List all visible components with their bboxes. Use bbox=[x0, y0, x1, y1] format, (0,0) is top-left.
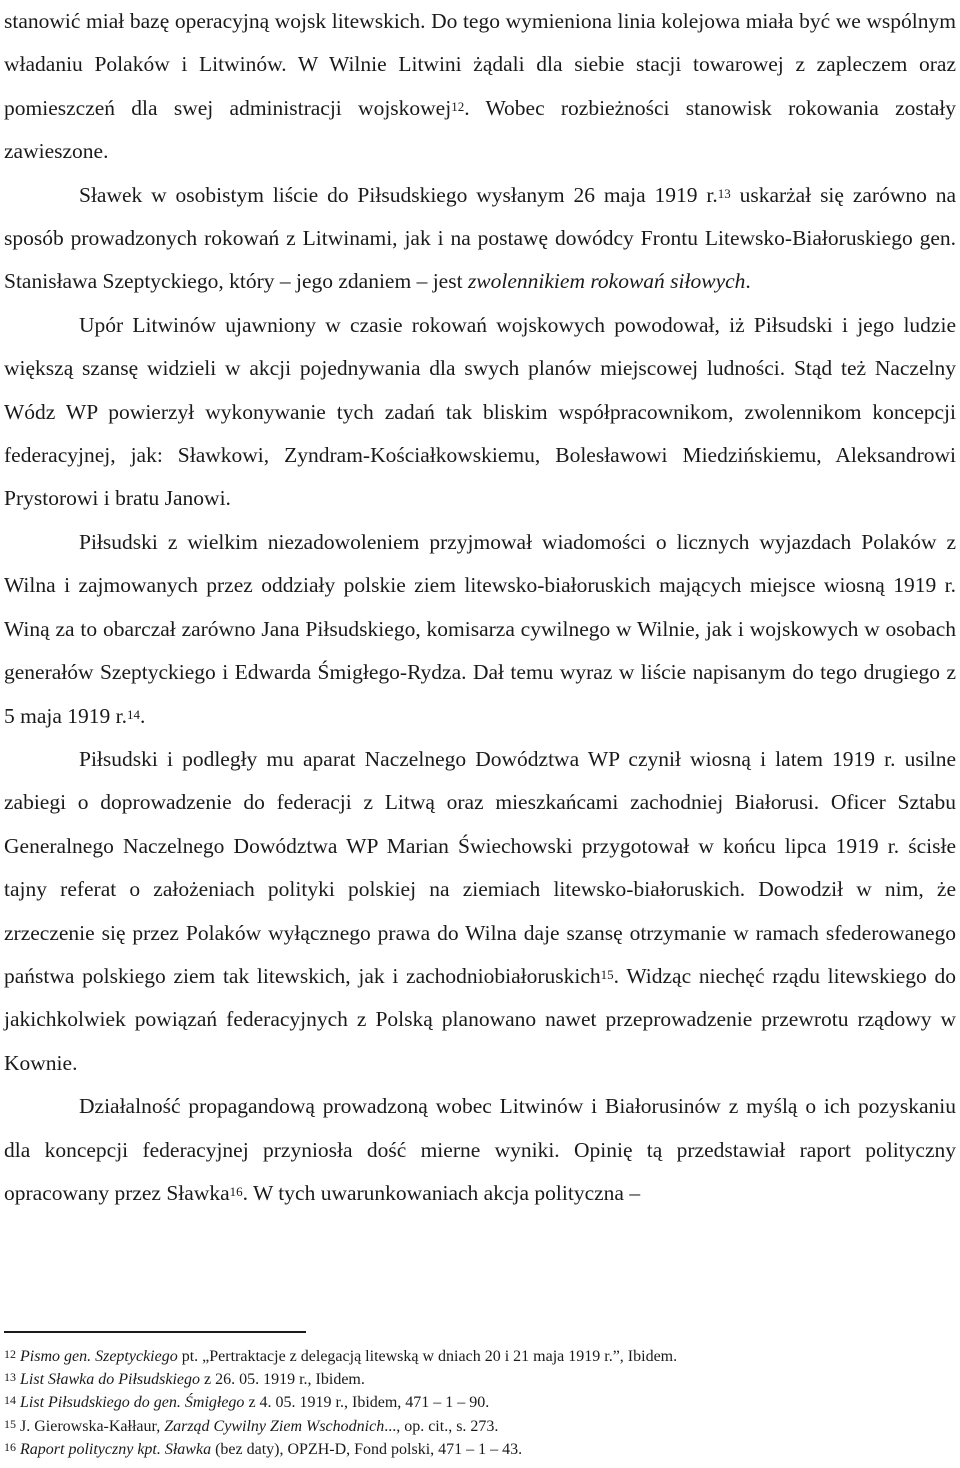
footnote-ref: 15 bbox=[600, 966, 614, 982]
footnote-title: List Piłsudskiego do gen. Śmigłego bbox=[20, 1394, 245, 1412]
footnote-separator bbox=[4, 1331, 306, 1333]
footnote-number: 14 bbox=[4, 1393, 16, 1408]
footnote bbox=[4, 1438, 956, 1461]
paragraph-text: . bbox=[140, 703, 146, 728]
footnote bbox=[4, 1391, 956, 1414]
paragraph-text: Piłsudski i podległy mu aparat Naczelnego Dowództwa WP czynił wiosną i latem 1919 r. usilne zabiegi o doprowadzenie do federacji z Litwą oraz mieszkańcami zachodniej Białorusi. Oficer Sztabu Generalnego Naczelnego Dowództwa WP Marian Świechowski przygotował w końcu lipca 1919 r. ścisłe tajny referat o założeniach polityki polskiej na ziemiach litewsko-białoruskich. Dowodził w nim, że zrzeczenie się przez Polaków wyłącznego prawa do Wilna daje szansę otrzymanie w ramach sfederowanego państwa polskiego ziem tak litewskich, jak i zachodniobiałoruskich bbox=[4, 746, 956, 988]
footnote-text: pt. „Pertraktacje z delegacją litewską w dniach 20 i 21 maja 1919 r.”, Ibidem. bbox=[177, 1348, 678, 1365]
paragraph-text: . bbox=[745, 269, 751, 294]
footnote-ref: 14 bbox=[127, 706, 141, 722]
footnote-number: 13 bbox=[4, 1370, 16, 1385]
footnote-text: z 4. 05. 1919 r., Ibidem, 471 – 1 – 90. bbox=[244, 1394, 490, 1412]
paragraph-text: Sławek w osobistym liście do Piłsudskiego wysłanym 26 maja 1919 r. bbox=[79, 182, 718, 207]
paragraph bbox=[4, 738, 956, 1085]
footnote-title: List Sławka do Piłsudskiego bbox=[20, 1371, 200, 1389]
footnote-text: (bez daty), OPZH-D, Fond polski, 471 – 1 – 43. bbox=[211, 1440, 523, 1458]
paragraph bbox=[4, 521, 956, 738]
footnote-title: Pismo gen. Szeptyckiego bbox=[20, 1348, 178, 1365]
footnote-number: 12 bbox=[4, 1347, 16, 1361]
footnote-ref: 16 bbox=[229, 1183, 243, 1199]
footnote-number: 16 bbox=[4, 1439, 16, 1454]
body-text bbox=[4, 0, 956, 1215]
footnote-ref: 12 bbox=[451, 98, 465, 114]
footnote-number: 15 bbox=[4, 1416, 16, 1431]
footnote bbox=[4, 1345, 956, 1368]
footnote-text: z 26. 05. 1919 r., Ibidem. bbox=[200, 1371, 365, 1389]
paragraph-text: Upór Litwinów ujawniony w czasie rokowań wojskowych powodował, iż Piłsudski i jego ludzie większą szansę widzieli w akcji pojednywania dla swych planów miejscowej ludności. Stąd też Naczelny Wódz WP powierzył wykonywanie tych zadań tak bliskim współpracownikom, zwolennikom koncepcji federacyjnej, jak: Sławkowi, Zyndram-Kościałkowskiemu, Bolesławowi Miedzińskiemu, Aleksandrowi Prystorowi i bratu Janowi. bbox=[4, 312, 956, 511]
italic-phrase: zwolennikiem rokowań siłowych bbox=[467, 269, 746, 294]
paragraph bbox=[4, 174, 956, 304]
footnote-ref: 13 bbox=[717, 185, 731, 201]
paragraph-text: stanowić miał bazę operacyjną wojsk litewskich. Do tego wymieniona linia kolejowa miała być we wspólnym władaniu Polaków i Litwinów. W Wilnie Litwini żądali dla siebie stacji towarowej z zapleczem oraz pomieszczeń dla swej administracji wojskowej bbox=[4, 9, 956, 120]
paragraph bbox=[4, 304, 956, 521]
paragraph bbox=[4, 1085, 956, 1215]
footnote bbox=[4, 1368, 956, 1391]
paragraph-text: Piłsudski z wielkim niezadowoleniem przyjmował wiadomości o licznych wyjazdach Polaków z Wilna i zajmowanych przez oddziały polskie ziem litewsko-białoruskich mających miejsce wiosną 1919 r. Winą za to obarczał zarówno Jana Piłsudskiego, komisarza cywilnego w Wilnie, jak i wojskowych w osobach generałów Szeptyckiego i Edwarda Śmigłego-Rydza. Dał temu wyraz w liście napisanym do tego drugiego z 5 maja 1919 r. bbox=[4, 529, 956, 728]
paragraph-text: . Widząc niechęć rządu litewskiego do jakichkolwiek powiązań federacyjnych z Polską planowano nawet przeprowadzenie przewrotu rządowy w Kownie. bbox=[4, 963, 956, 1075]
footnotes bbox=[4, 1345, 956, 1461]
paragraph-text: . W tych uwarunkowaniach akcja polityczna – bbox=[242, 1180, 641, 1205]
paragraph-text: uskarżał się zarówno na sposób prowadzonych rokowań z Litwinami, jak i na postawę dowódcy Frontu Litewsko-Białoruskiego gen. Stanisława Szeptyckiego, który – jego zdaniem – jest bbox=[4, 182, 957, 294]
paragraph-text: . Wobec rozbieżności stanowisk rokowania zostały zawieszone. bbox=[4, 95, 956, 164]
paragraph-text: Działalność propagandową prowadzoną wobec Litwinów i Białorusinów z myślą o ich pozyskaniu dla koncepcji federacyjnej przyniosła dość mierne wyniki. Opinię tą przedstawiał raport polityczny opracowany przez Sławka bbox=[4, 1094, 956, 1205]
footnote-text: ..., op. cit., s. 273. bbox=[384, 1417, 499, 1435]
footnote bbox=[4, 1415, 956, 1438]
footnote-author: J. Gierowska-Kałłaur, bbox=[16, 1417, 165, 1435]
paragraph bbox=[4, 0, 956, 174]
footnote-title: Raport polityczny kpt. Sławka bbox=[20, 1440, 212, 1458]
footnote-title: Zarząd Cywilny Ziem Wschodnich bbox=[164, 1417, 385, 1435]
